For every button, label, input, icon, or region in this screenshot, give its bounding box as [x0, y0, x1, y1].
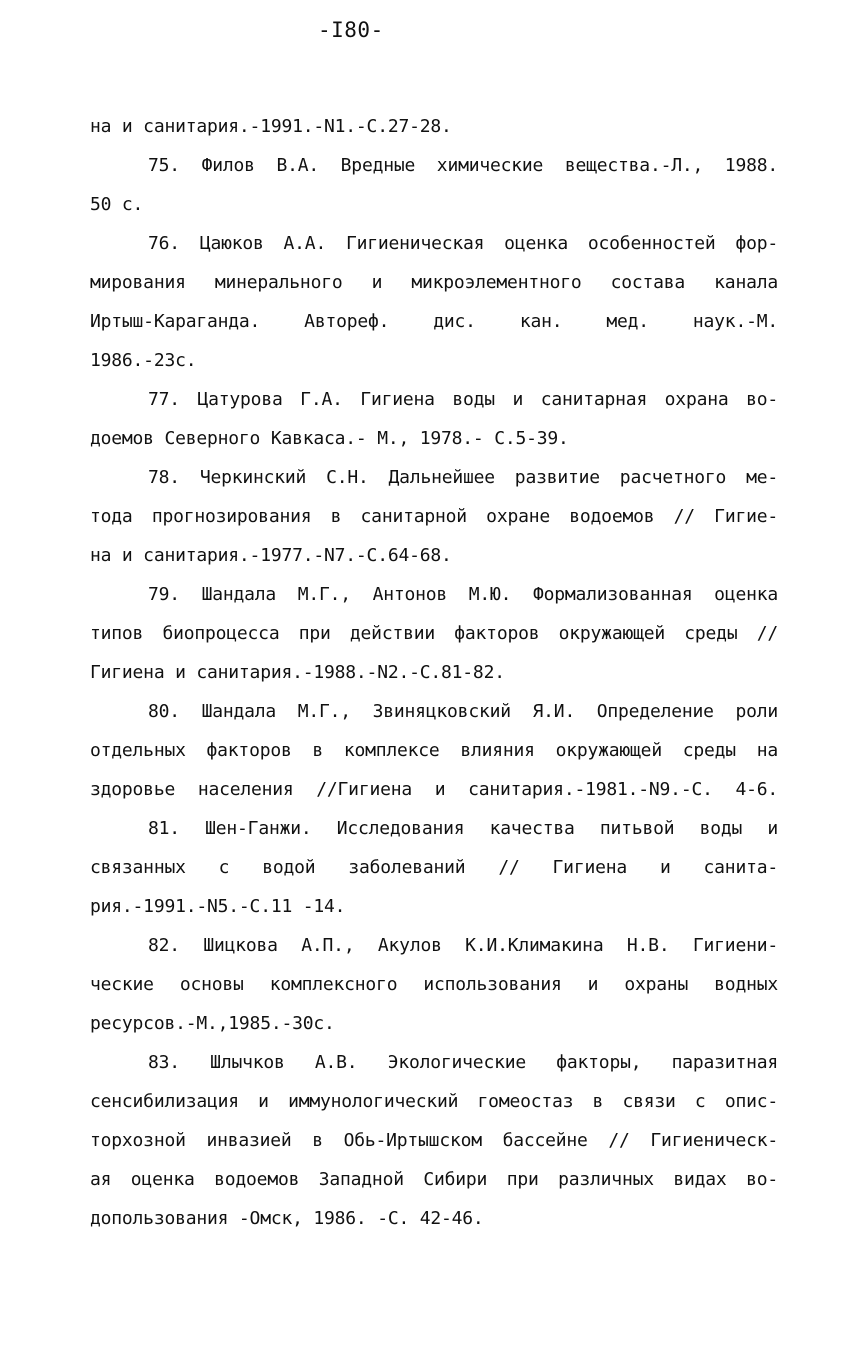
text-line: 75. Филов В.А. Вредные химические вещества.-Л., 1988.: [148, 155, 778, 176]
text-line: рия.-1991.-N5.-С.11 -14.: [90, 896, 346, 917]
text-line: типов биопроцесса при действии факторов окружающей среды //: [90, 623, 778, 644]
text-line: 1986.-23с.: [90, 350, 197, 371]
text-line: сенсибилизация и иммунологический гомеостаз в связи с опис-: [90, 1091, 778, 1112]
text-line: 79. Шандала М.Г., Антонов М.Ю. Формализованная оценка: [148, 584, 778, 605]
text-line: доемов Северного Кавкаса.- М., 1978.- С.5-39.: [90, 428, 569, 449]
text-line: 81. Шен-Ганжи. Исследования качества питьвой воды и: [148, 818, 778, 839]
text-line: 83. Шлычков А.В. Экологические факторы, паразитная: [148, 1052, 778, 1073]
text-line: тода прогнозирования в санитарной охране водоемов // Гигие-: [90, 506, 778, 527]
text-line: ая оценка водоемов Западной Сибири при различных видах во-: [90, 1169, 778, 1190]
text-line: 78. Черкинский С.Н. Дальнейшее развитие расчетного ме-: [148, 467, 778, 488]
text-line: здоровье населения //Гигиена и санитария.-1981.-N9.-С. 4-6.: [90, 779, 778, 800]
text-line: ческие основы комплексного использования и охраны водных: [90, 974, 778, 995]
text-line: на и санитария.-1977.-N7.-С.64-68.: [90, 545, 452, 566]
text-line: на и санитария.-1991.-N1.-С.27-28.: [90, 116, 452, 137]
text-line: допользования -Омск, 1986. -С. 42-46.: [90, 1208, 484, 1229]
text-line: 50 с.: [90, 194, 144, 215]
text-line: Гигиена и санитария.-1988.-N2.-С.81-82.: [90, 662, 505, 683]
text-line: 76. Цаюков А.А. Гигиеническая оценка особенностей фор-: [148, 233, 778, 254]
text-line: связанных с водой заболеваний // Гигиена и санита-: [90, 857, 778, 878]
text-line: торхозной инвазией в Обь-Иртышском бассейне // Гигиеническ-: [90, 1130, 778, 1151]
page-number: -I80-: [318, 18, 384, 42]
text-line: ресурсов.-М.,1985.-30с.: [90, 1013, 335, 1034]
text-line: Иртыш-Караганда. Автореф. дис. кан. мед. наук.-М.: [90, 311, 778, 332]
text-line: 80. Шандала М.Г., Звиняцковский Я.И. Определение роли: [148, 701, 778, 722]
text-line: 77. Цатурова Г.А. Гигиена воды и санитарная охрана во-: [148, 389, 778, 410]
text-line: мирования минерального и микроэлементного состава канала: [90, 272, 778, 293]
text-line: 82. Шицкова А.П., Акулов К.И.Климакина Н.В. Гигиени-: [148, 935, 778, 956]
text-line: отдельных факторов в комплексе влияния окружающей среды на: [90, 740, 778, 761]
